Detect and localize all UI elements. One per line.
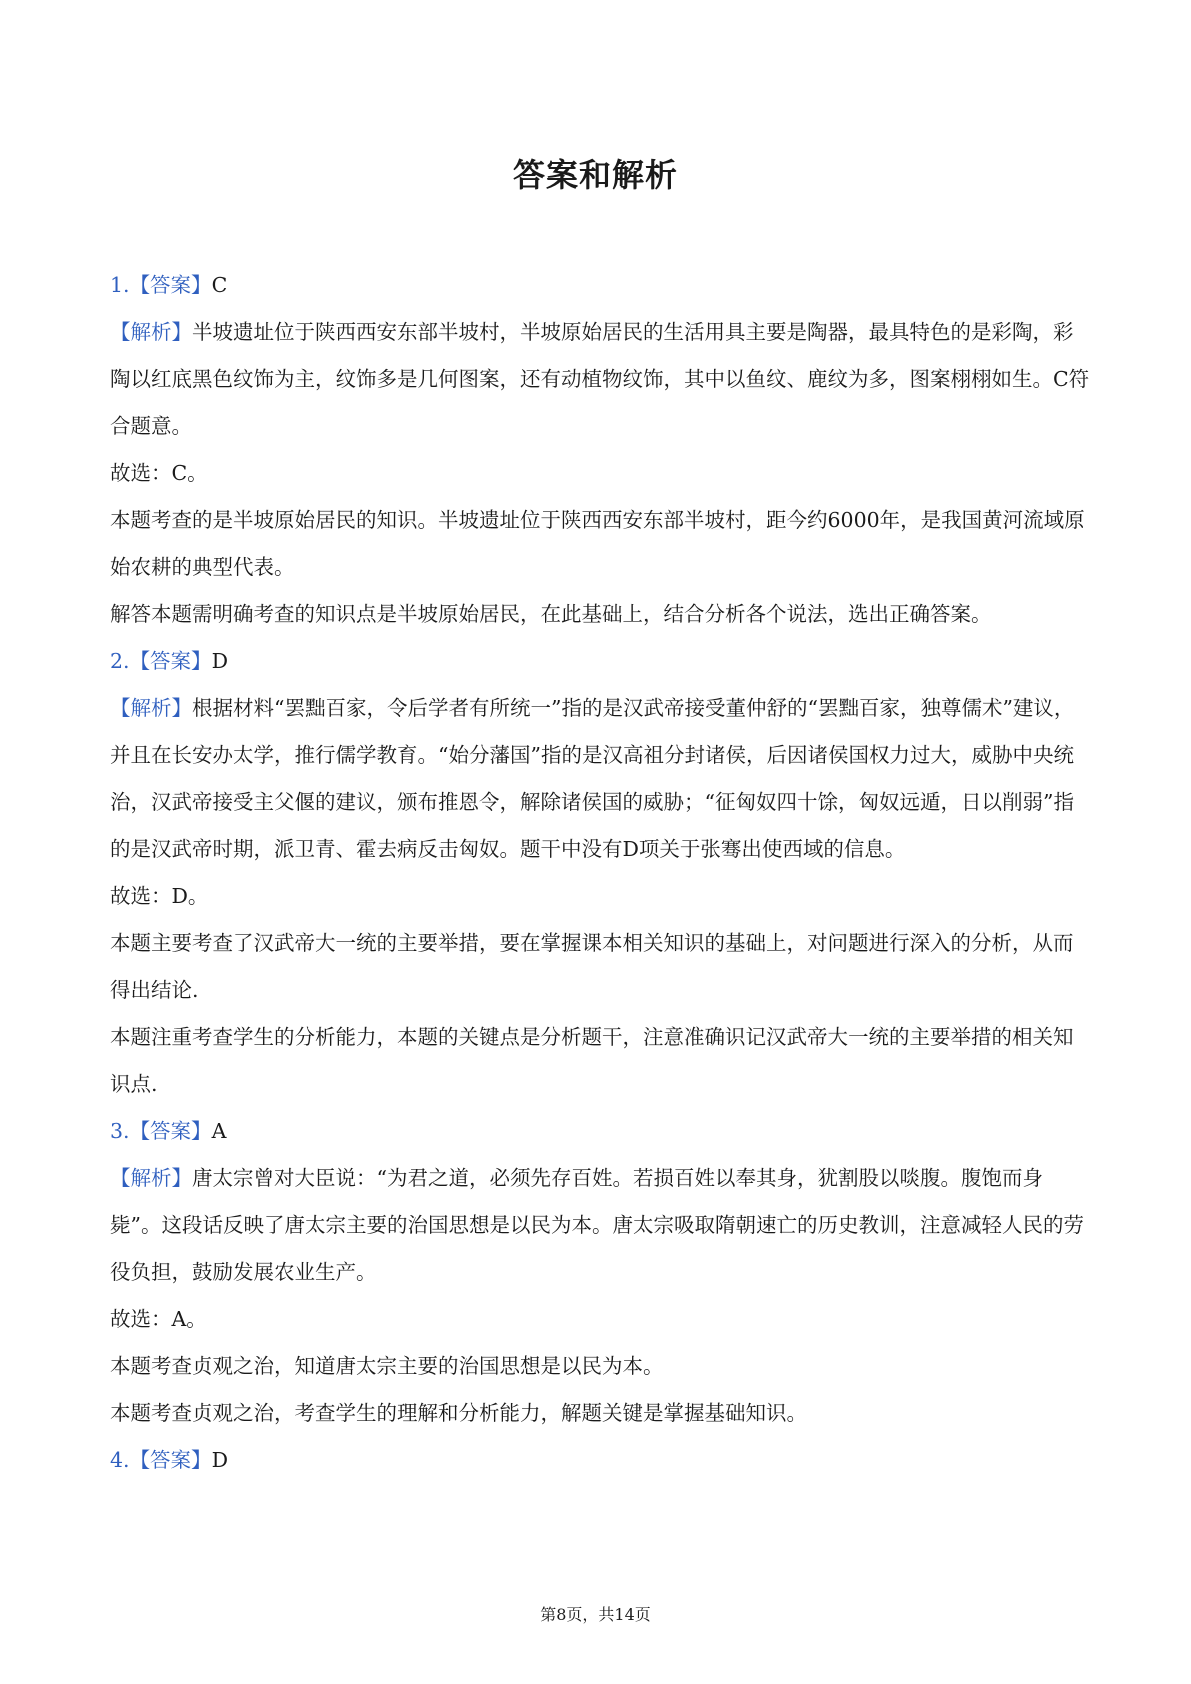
commentary-paragraph: 本题考查贞观之治，考查学生的理解和分析能力，解题关键是掌握基础知识。	[110, 1401, 807, 1425]
answer-value: D	[211, 1448, 228, 1472]
question-number: 3.	[110, 1119, 130, 1143]
analysis-tag: 【解析】	[110, 1166, 192, 1190]
answer-tag: 【答案】	[129, 273, 212, 297]
answer-heading-2	[110, 638, 1090, 685]
conclusion-line: 故选：D。	[110, 884, 209, 908]
answer-value: A	[211, 1119, 227, 1143]
question-number: 1.	[110, 273, 130, 297]
answer-tag: 【答案】	[129, 1119, 212, 1143]
commentary-paragraph: 本题考查贞观之治，知道唐太宗主要的治国思想是以民为本。	[110, 1354, 664, 1378]
analysis-paragraph	[110, 1155, 1090, 1296]
answer-value: C	[211, 273, 228, 297]
conclusion-line: 故选：C。	[110, 461, 208, 485]
question-number: 2.	[110, 649, 130, 673]
answer-content	[110, 262, 1090, 1484]
conclusion-line: 故选：A。	[110, 1307, 207, 1331]
answer-value: D	[211, 649, 228, 673]
answer-heading-3	[110, 1108, 1090, 1155]
page-footer: 第8页，共14页	[540, 1605, 651, 1624]
answer-heading-1	[110, 262, 1090, 309]
answer-tag: 【答案】	[129, 649, 212, 673]
analysis-tag: 【解析】	[110, 696, 192, 720]
answer-tag: 【答案】	[129, 1448, 212, 1472]
answer-heading-4	[110, 1437, 1090, 1484]
analysis-text: 唐太宗曾对大臣说：“为君之道，必须先存百姓。若损百姓以奉其身，犹割股以啖腹。腹饱而身毙”。这段话反映了唐太宗主要的治国思想是以民为本。唐太宗吸取隋朝速亡的历史教训，注意减轻人民的劳役负担，鼓励发展农业生产。	[110, 1166, 1084, 1284]
commentary-paragraph: 本题注重考查学生的分析能力，本题的关键点是分析题干，注意准确识记汉武帝大一统的主要举措的相关知识点.	[110, 1025, 1074, 1096]
analysis-text: 根据材料“罢黜百家，令后学者有所统一”指的是汉武帝接受董仲舒的“罢黜百家，独尊儒术”建议，并且在长安办太学，推行儒学教育。“始分藩国”指的是汉高祖分封诸侯，后因诸侯国权力过大，威胁中央统治，汉武帝接受主父偃的建议，颁布推恩令，解除诸侯国的威胁；“征匈奴四十馀，匈奴远遁，日以削弱”指的是汉武帝时期，派卫青、霍去病反击匈奴。题干中没有D项关于张骞出使西域的信息。	[110, 696, 1075, 861]
commentary-paragraph: 本题主要考查了汉武帝大一统的主要举措，要在掌握课本相关知识的基础上，对问题进行深入的分析，从而得出结论.	[110, 931, 1074, 1002]
question-number: 4.	[110, 1448, 130, 1472]
analysis-tag: 【解析】	[110, 320, 192, 344]
analysis-paragraph	[110, 309, 1090, 450]
commentary-paragraph: 解答本题需明确考查的知识点是半坡原始居民，在此基础上，结合分析各个说法，选出正确答案。	[110, 602, 992, 626]
page-title: 答案和解析	[512, 156, 678, 194]
analysis-paragraph	[110, 685, 1090, 873]
commentary-paragraph: 本题考查的是半坡原始居民的知识。半坡遗址位于陕西西安东部半坡村，距今约6000年，是我国黄河流域原始农耕的典型代表。	[110, 508, 1085, 579]
analysis-text: 半坡遗址位于陕西西安东部半坡村，半坡原始居民的生活用具主要是陶器，最具特色的是彩陶，彩陶以红底黑色纹饰为主，纹饰多是几何图案，还有动植物纹饰，其中以鱼纹、鹿纹为多，图案栩栩如生。C符合题意。	[110, 320, 1090, 438]
